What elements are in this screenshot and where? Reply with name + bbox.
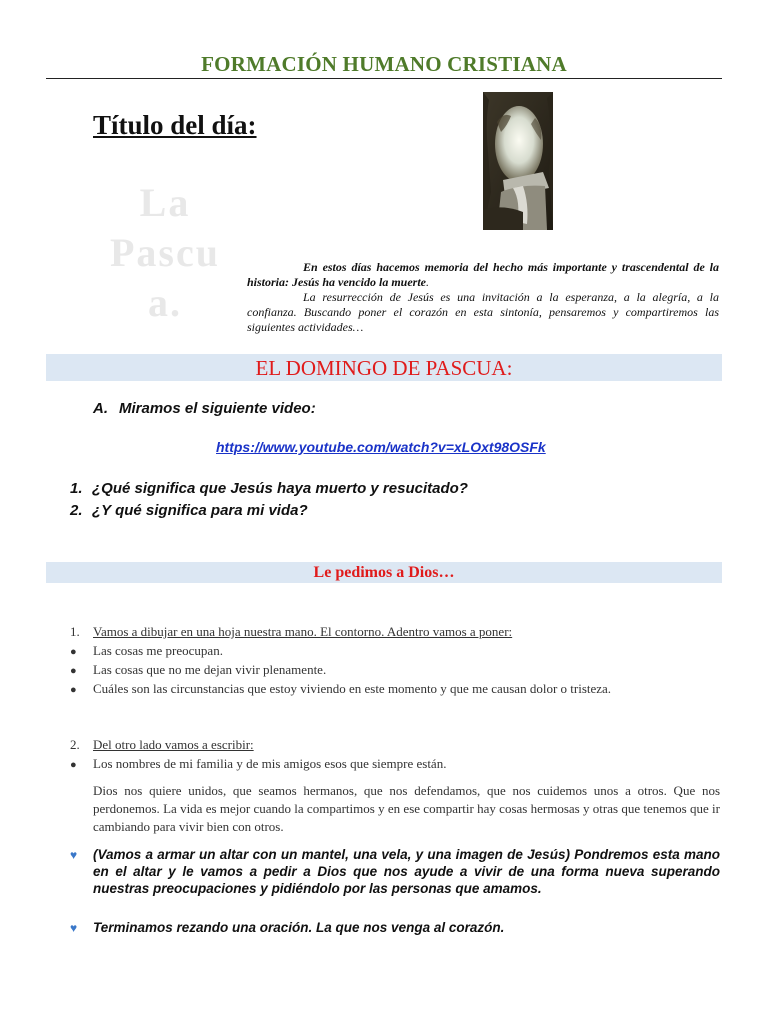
watermark-line-2: Pascu	[110, 230, 220, 275]
heart-item-text: Terminamos rezando una oración. La que nos venga al corazón.	[93, 920, 505, 935]
list-item-text: Cuáles son las circunstancias que estoy viviendo en este momento y que me causan dolor o tristeza.	[93, 681, 612, 696]
watermark-text	[102, 178, 228, 328]
reflection-paragraph: Dios nos quiere unidos, que seamos hermanos, que nos defendamos, que nos cuidemos unos a otros. Que nos perdonemos. La vida es mejor cuando la compartimos y en ese compartir hay cosas hermosas y otras que tenemos que ir cambiando para vivir bien con otros.	[93, 783, 720, 834]
question-text: ¿Qué significa que Jesús haya muerto y resucitado?	[92, 480, 468, 497]
bullet-dot-icon: ●	[70, 665, 77, 677]
question-1	[70, 480, 468, 497]
intro-paragraph-1-end: .	[426, 275, 430, 289]
question-text: ¿Y qué significa para mi vida?	[92, 502, 308, 519]
heart-item-1	[70, 846, 722, 916]
day-title-label: Título del día:	[93, 110, 257, 140]
watermark-line-1: La	[139, 180, 191, 225]
step-marker: 1.	[70, 624, 80, 639]
intro-paragraph-1	[247, 260, 719, 290]
list-item-text: Los nombres de mi familia y de mis amigos esos que siempre están.	[93, 756, 447, 771]
section-title-domingo-pascua: EL DOMINGO DE PASCUA:	[46, 354, 722, 381]
item-text: Miramos el siguiente video:	[119, 400, 316, 417]
bullet-dot-icon: ●	[70, 646, 77, 658]
step-text: Vamos a dibujar en una hoja nuestra mano. El contorno. Adentro vamos a poner:	[93, 624, 513, 639]
question-2	[70, 502, 308, 519]
intro-paragraphs	[247, 260, 719, 335]
list-item	[70, 643, 223, 659]
youtube-video-link[interactable]: https://www.youtube.com/watch?v=xLOxt98OSFk	[216, 439, 546, 455]
empty-tomb-illustration	[483, 92, 553, 230]
question-marker: 1.	[70, 480, 83, 497]
step-1	[70, 624, 512, 640]
heart-icon: ♥	[70, 848, 78, 862]
bullet-dot-icon: ●	[70, 759, 77, 771]
list-item	[70, 681, 611, 697]
watermark-line-3: a.	[148, 280, 182, 325]
heart-item-2	[70, 919, 722, 939]
question-marker: 2.	[70, 502, 83, 519]
item-marker: A.	[93, 400, 108, 417]
list-item-text: Las cosas me preocupan.	[93, 643, 223, 658]
heart-icon: ♥	[70, 921, 78, 935]
activity-item-a	[93, 400, 316, 417]
bullet-dot-icon: ●	[70, 684, 77, 696]
step-marker: 2.	[70, 737, 80, 752]
step-text: Del otro lado vamos a escribir:	[93, 737, 254, 752]
section-title-le-pedimos: Le pedimos a Dios…	[46, 562, 722, 583]
intro-paragraph-2: La resurrección de Jesús es una invitación a la esperanza, a la alegría, a la confianza. Buscando poner el corazón en esta sintonía, pensaremos y compartiremos las siguientes actividades…	[247, 290, 719, 334]
step-2	[70, 737, 254, 753]
header-divider	[46, 78, 722, 79]
empty-tomb-image	[483, 92, 553, 230]
list-item	[70, 662, 326, 678]
intro-paragraph-1-text: En estos días hacemos memoria del hecho más importante y trascendental de la historia: Jesús ha vencido la muerte	[247, 260, 719, 289]
heart-item-text: (Vamos a armar un altar con un mantel, una vela, y una imagen de Jesús) Pondremos esta mano en el altar y le vamos a pedir a Dios que nos ayude a vivir de una forma nueva superando nuestras preocupaciones y pidiéndolo por las personas que amamos.	[93, 847, 720, 896]
list-item	[70, 756, 446, 772]
list-item-text: Las cosas que no me dejan vivir plenamente.	[93, 662, 327, 677]
document-header-title: FORMACIÓN HUMANO CRISTIANA	[201, 52, 567, 76]
